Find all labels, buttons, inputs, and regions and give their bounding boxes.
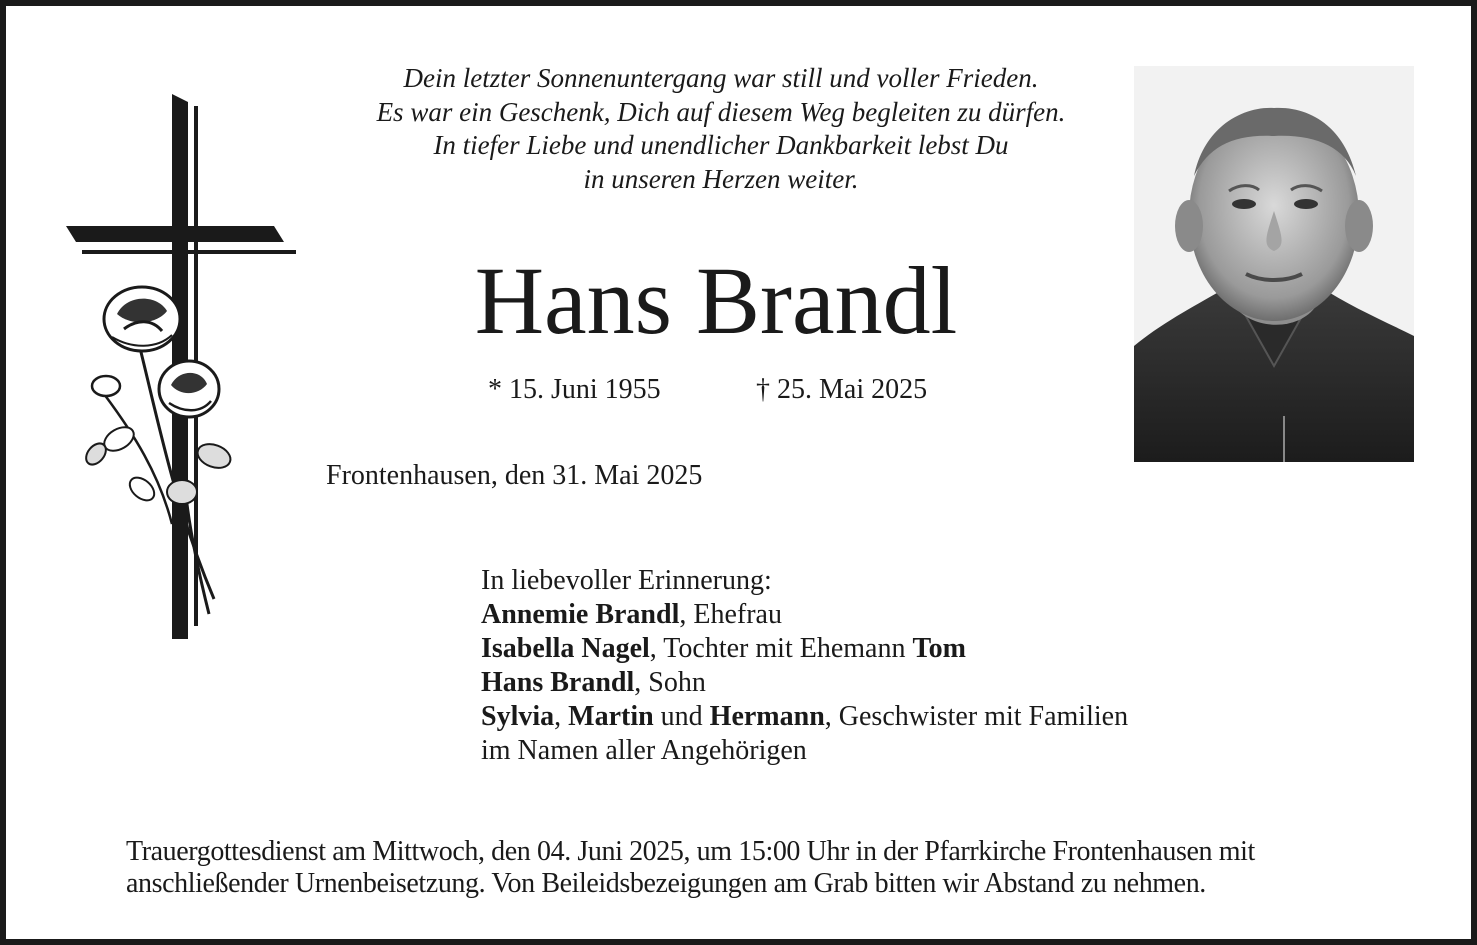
mourner-name: Sylvia [481,701,555,732]
mourner-name: Hermann [709,701,825,732]
place-and-date: Frontenhausen, den 31. Mai 2025 [326,460,703,491]
mourner-name: Hans Brandl [481,667,635,698]
service-line: Trauergottesdienst am Mittwoch, den 04. Juni 2025, um 15:00 Uhr in der Pfarrkirche Frontenhausen mit [126,836,1255,867]
mourner-relation: , Tochter mit Ehemann [649,633,913,664]
mourner-relation: , Sohn [634,667,706,698]
birth-date: * 15. Juni 1955 [488,374,661,405]
mourner-line [481,700,1128,734]
mourner-relation: , Geschwister mit Familien [824,701,1129,732]
deceased-name: Hans Brandl [474,247,958,354]
portrait-photo [1134,66,1414,462]
death-date: † 25. Mai 2025 [756,374,928,405]
mourner-line [481,598,1128,632]
mourner-name: Tom [912,633,966,664]
poem-line: Dein letzter Sonnenuntergang war still und voller Frieden. [403,63,1039,93]
mourners-list [481,564,1128,768]
service-notice [126,836,1376,900]
poem-line: In tiefer Liebe und unendlicher Dankbarkeit lebst Du [433,130,1009,160]
mourners-closing: im Namen aller Angehörigen [481,735,807,766]
mourner-line [481,632,1128,666]
mourner-name: Annemie Brandl [481,599,680,630]
service-line: anschließender Urnenbeisetzung. Von Beileidsbezeigungen am Grab bitten wir Abstand zu nehmen. [126,868,1206,899]
memorial-poem [306,62,1136,196]
poem-line: Es war ein Geschenk, Dich auf diesem Weg begleiten zu dürfen. [376,96,1066,127]
mourner-name: Martin [568,701,654,732]
mourner-relation: , Ehefrau [679,599,782,630]
poem-line: in unseren Herzen weiter. [583,163,859,194]
mourner-line [481,666,1128,700]
mourners-intro: In liebevoller Erinnerung: [481,565,772,596]
separator: und [653,701,710,732]
separator: , [554,701,569,732]
cross-with-roses-icon [64,94,304,644]
mourner-name: Isabella Nagel [481,633,650,664]
